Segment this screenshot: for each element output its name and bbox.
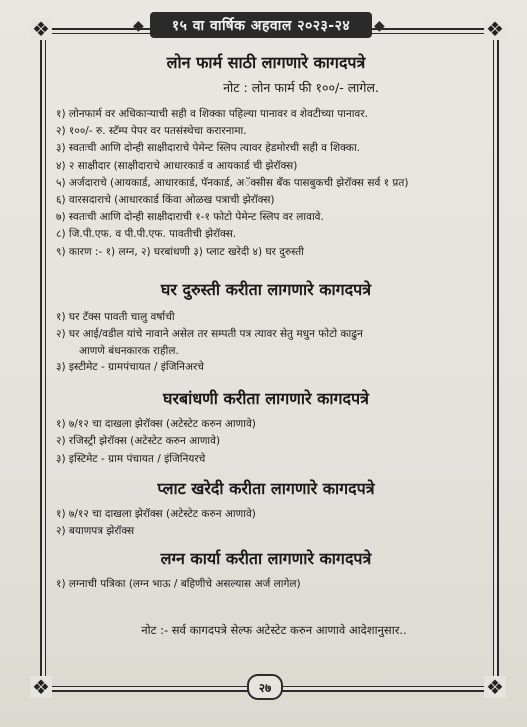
house-repair-list <box>56 309 476 376</box>
loan-fee-note: नोट : लोन फार्म फी १००/- लागेल. <box>223 80 379 95</box>
header-ornament-icon: ◆ <box>374 18 385 34</box>
loan-document-list <box>56 106 476 261</box>
list-item: ८) जि.पी.एफ. व पी.पी.एफ. पावतीची झेरॉक्स. <box>56 228 237 241</box>
list-item: ५) अर्जदाराचे (आयकार्ड, आधारकार्ड, पॅनकार्ड, अॅक्सीस बँक पासबुकची झेरॉक्स सर्व १ प्रत) <box>56 176 409 189</box>
header-ornament-icon: ◆ <box>133 18 144 34</box>
list-item: २) बयाणपत्र झेरॉक्स <box>56 525 135 538</box>
list-item: १) ७/१२ चा दाखला झेरॉक्स (अटेस्टेट करुन आणावे) <box>56 418 256 431</box>
list-item: १) लग्नाची पत्रिका (लग्न भाऊ / बहिणीचे असल्यास अर्ज लागेल) <box>56 578 301 591</box>
list-item: ३) इस्टिमेट - ग्राम पंचायत / इंजिनियरचे <box>56 452 206 465</box>
list-item <box>56 326 476 359</box>
corner-ornament-icon: ❖ <box>30 676 52 698</box>
plot-purchase-section <box>56 478 476 540</box>
marriage-list <box>56 576 476 593</box>
plot-purchase-title: प्लाट खरेदी करीता लागणारे कागदपत्रे <box>157 478 375 498</box>
list-item: १) घर टॅक्स पावती चालु वर्षाची <box>56 310 175 323</box>
house-construction-title: घरबांधणी करीता लागणारे कागदपत्रे <box>163 389 369 409</box>
loan-section <box>56 52 476 261</box>
report-title: १५ वा वार्षिक अहवाल २०२३-२४ <box>171 17 351 34</box>
loan-section-title: लोन फार्म साठी लागणारे कागदपत्रे <box>166 53 366 72</box>
main-content <box>56 52 476 638</box>
corner-ornament-icon: ❖ <box>30 18 52 40</box>
list-item: ४) २ साक्षीदार (साक्षीदाराचे आधारकार्ड व आयकार्ड ची झेरॉक्स) <box>56 159 298 172</box>
page-number: २७ <box>247 674 283 700</box>
marriage-section <box>56 548 476 593</box>
list-item-continuation: आणणे बंधनकारक राहील. <box>79 344 179 357</box>
list-item-text: २) घर आई/वडील यांचे नावाने असेल तर सम्पती पत्र त्यावर सेतु मधुन फोटो काढुन <box>56 328 363 341</box>
list-item: ३) इस्टीमेट - ग्रामपंचायत / इंजिनिअरचे <box>56 361 204 374</box>
list-item: १) ७/१२ चा दाखला झेरॉक्स (अटेस्टेट करुन आणावे) <box>56 507 256 520</box>
list-item: ९) कारण :- १) लग्न, २) घरबांधणी ३) प्लाट खरेदी ४) घर दुरुस्ती <box>56 245 304 258</box>
house-construction-list <box>56 416 476 468</box>
corner-ornament-icon: ❖ <box>484 676 506 698</box>
list-item: ७) स्वतःची आणि दोन्ही साक्षीदाराची १-१ फोटो पेमेन्ट स्लिप वर लावावे. <box>56 211 324 224</box>
list-item: २) रजिस्ट्री झेरॉक्स (अटेस्टेट करुन आणावे) <box>56 435 221 448</box>
corner-ornament-icon: ❖ <box>484 18 506 40</box>
list-item: ६) वारसदाराचे (आधारकार्ड किंवा ओळख पत्राची झेरॉक्स) <box>56 194 275 207</box>
footer-note: नोट :- सर्व कागदपत्रे सेल्फ अटेस्टेट करुन आणावे आदेशानुसार.. <box>141 623 407 638</box>
plot-purchase-list <box>56 506 476 540</box>
house-repair-section <box>56 279 476 376</box>
header-banner <box>150 12 372 38</box>
marriage-title: लग्न कार्या करीता लागणारे कागदपत्रे <box>160 549 372 569</box>
list-item: २) १००/- रु. स्टॅम्प पेपर वर पतसंस्थेचा करारनामा. <box>56 125 247 138</box>
list-item: ३) स्वतःची आणि दोन्ही साक्षीदाराचे पेमेन्ट स्लिप त्यावर हेडमोरची सही व शिक्का. <box>56 142 361 155</box>
house-construction-section <box>56 388 476 468</box>
house-repair-title: घर दुरुस्ती करीता लागणारे कागदपत्रे <box>160 279 372 299</box>
list-item: १) लोनफार्म वर अधिकाऱ्याची सही व शिक्का पहिल्या पानावर व शेवटीच्या पानावर. <box>56 108 368 120</box>
